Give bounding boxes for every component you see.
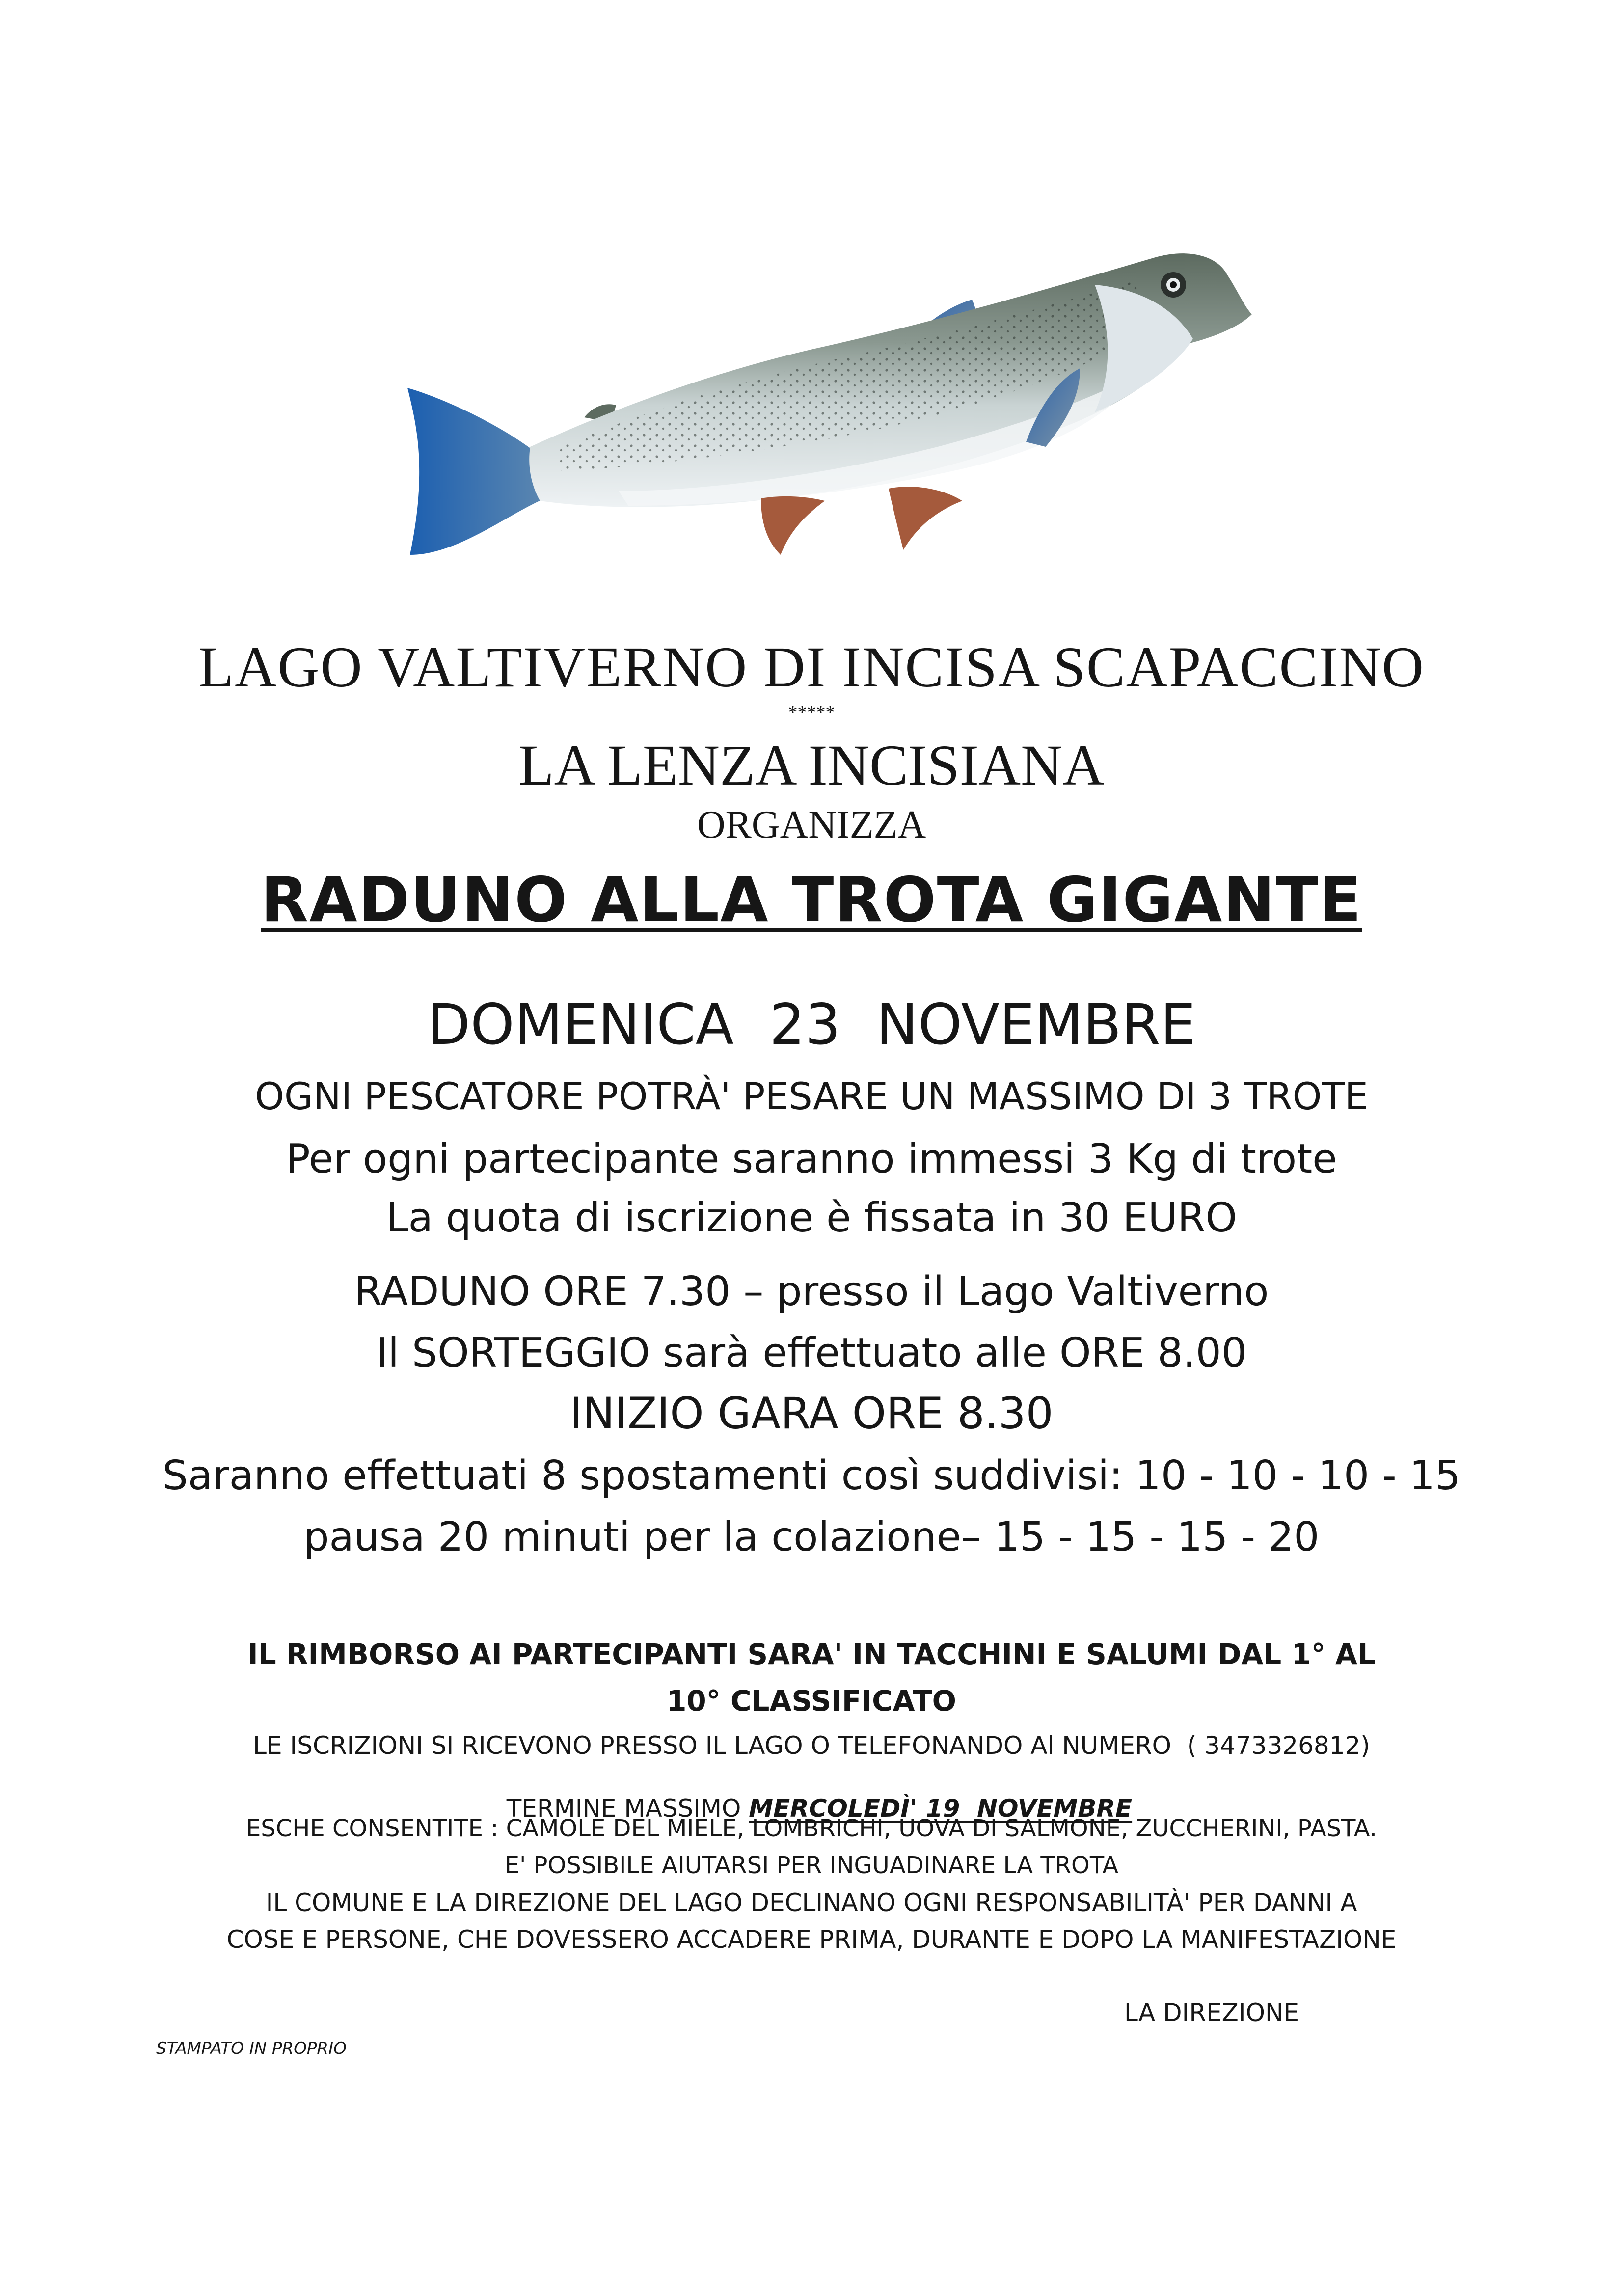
anal-fin	[761, 496, 825, 555]
organizer-name: LA LENZA INCISIANA	[518, 733, 1105, 797]
event-date: DOMENICA 23 NOVEMBRE	[427, 992, 1196, 1057]
disclaimer-line-2: COSE E PERSONE, CHE DOVESSERO ACCADERE PRIMA, DURANTE E DOPO LA MANIFESTAZIONE	[226, 1925, 1397, 1954]
landing-note: E' POSSIBILE AIUTARSI PER INGUADINARE LA TROTA	[504, 1852, 1119, 1879]
moves-schedule: Saranno effettuati 8 spostamenti così suddivisi: 10 - 10 - 10 - 15	[162, 1452, 1461, 1499]
printed-note: STAMPATO IN PROPRIO	[156, 2039, 347, 2058]
signature: LA DIREZIONE	[1124, 1998, 1299, 2027]
location-title: LAGO VALTIVERNO DI INCISA SCAPACCINO	[198, 635, 1425, 699]
deadline-date: MERCOLEDÌ' 19 NOVEMBRE	[749, 1794, 1133, 1823]
trout-illustration	[373, 216, 1271, 594]
max-trout-rule: OGNI PESCATORE POTRÀ' PESARE UN MASSIMO DI 3 TROTE	[255, 1074, 1368, 1118]
deadline-label: TERMINE MASSIMO	[506, 1794, 749, 1823]
race-start: INIZIO GARA ORE 8.30	[569, 1388, 1054, 1439]
pelvic-fin	[889, 487, 962, 550]
tail-fin	[407, 388, 545, 555]
deadline	[0, 1772, 1623, 1821]
pause-schedule: pausa 20 minuti per la colazione– 15 - 15 - 15 - 20	[303, 1514, 1320, 1560]
prize-line-1: IL RIMBORSO AI PARTECIPANTI SARA' IN TACCHINI E SALUMI DAL 1° AL	[247, 1638, 1376, 1671]
registration-fee: La quota di iscrizione è fissata in 30 EURO	[385, 1195, 1237, 1241]
registration-info: LE ISCRIZIONI SI RICEVONO PRESSO IL LAGO O TELEFONANDO Al NUMERO ( 3473326812)	[253, 1731, 1370, 1760]
meeting-time: RADUNO ORE 7.30 – presso il Lago Valtiverno	[354, 1268, 1269, 1315]
organizza-label: ORGANIZZA	[697, 803, 926, 847]
event-title-text: RADUNO ALLA TROTA GIGANTE	[261, 864, 1362, 936]
disclaimer-line-1: IL COMUNE E LA DIREZIONE DEL LAGO DECLINANO OGNI RESPONSABILITÀ' PER DANNI A	[266, 1888, 1357, 1917]
stars-divider: *****	[788, 702, 835, 723]
kg-per-participant: Per ogni partecipante saranno immessi 3 Kg di trote	[286, 1136, 1337, 1182]
event-title	[0, 864, 1623, 936]
draw-time: Il SORTEGGIO sarà effettuato alle ORE 8.00	[376, 1330, 1247, 1376]
prize-line-2: 10° CLASSIFICATO	[667, 1684, 956, 1718]
allowed-bait: ESCHE CONSENTITE : CAMOLE DEL MIELE, LOMBRICHI, UOVA DI SALMONE, ZUCCHERINI, PASTA.	[245, 1815, 1378, 1842]
